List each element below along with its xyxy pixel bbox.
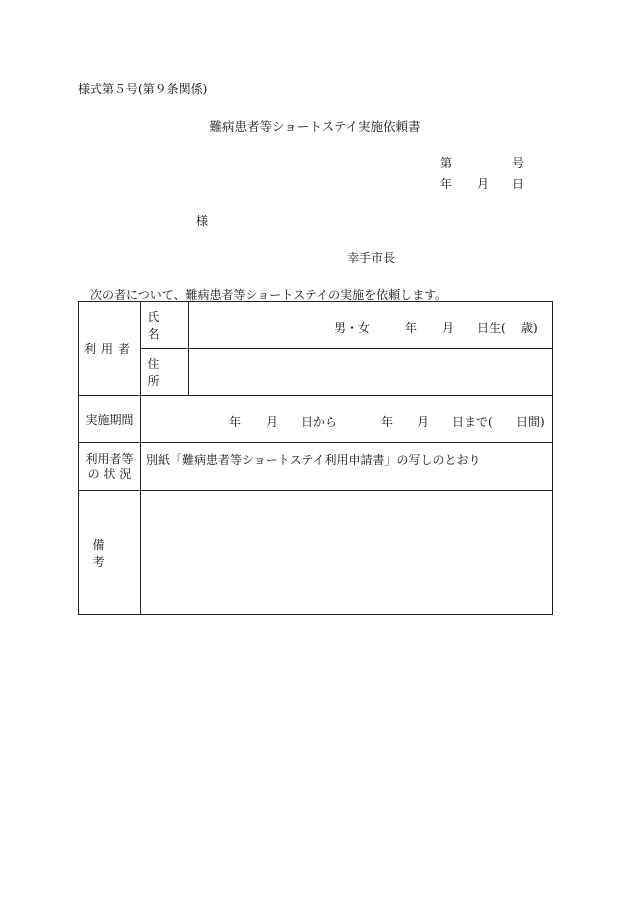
date-month-label: 月 — [477, 177, 490, 191]
request-form-table — [78, 301, 553, 615]
user-label: 利用者 — [83, 342, 135, 356]
address-row — [79, 349, 553, 396]
remarks-label: 備考 — [92, 537, 127, 569]
status-label-line2: の 状 況 — [87, 466, 132, 481]
period-row — [79, 396, 553, 443]
sender-name: 幸手市長 — [347, 251, 396, 265]
addressee-honorific: 様 — [196, 214, 209, 228]
address-label: 住所 — [147, 357, 182, 388]
age-label: 歳) — [521, 321, 538, 335]
address-field[interactable] — [189, 349, 553, 396]
status-field[interactable] — [141, 443, 553, 491]
period-start-year-label: 年 — [229, 415, 242, 429]
period-days-label: 日間) — [516, 415, 545, 429]
date-year-label: 年 — [440, 177, 453, 191]
period-end-month-label: 月 — [417, 415, 430, 429]
status-text: 別紙「難病患者等ショートステイ利用申請書」の写しのとおり — [146, 453, 481, 467]
period-label: 実施期間 — [85, 412, 134, 427]
status-row — [79, 443, 553, 491]
address-label-cell — [141, 349, 189, 396]
name-row — [79, 302, 553, 349]
period-field[interactable] — [141, 396, 553, 443]
remarks-header-cell — [79, 491, 141, 615]
period-header-cell — [79, 396, 141, 443]
birth-month-label: 月 — [442, 321, 455, 335]
name-label: 氏名 — [147, 310, 182, 341]
period-end-year-label: 年 — [381, 415, 394, 429]
remarks-field[interactable] — [141, 491, 553, 615]
name-field[interactable] — [189, 302, 553, 349]
remarks-row — [79, 491, 553, 615]
status-header-cell — [79, 443, 141, 491]
user-header-cell — [79, 302, 141, 396]
period-start-month-label: 月 — [266, 415, 279, 429]
name-label-cell — [141, 302, 189, 349]
date-day-label: 日 — [512, 177, 525, 191]
document-title: 難病患者等ショートステイ実施依頼書 — [209, 119, 421, 134]
birth-day-label: 日生( — [477, 321, 506, 335]
document-number-label: 第 — [440, 156, 453, 170]
status-label-line1: 利用者等 — [85, 451, 134, 466]
document-number-suffix: 号 — [512, 156, 525, 170]
period-start-day-label: 日から — [301, 415, 338, 429]
form-number-label: 様式第５号(第９条関係) — [78, 82, 208, 96]
intro-sentence: 次の者について、難病患者等ショートステイの実施を依頼します。 — [90, 288, 448, 302]
period-end-day-label: 日まで( — [452, 415, 493, 429]
gender-choice[interactable]: 男・女 — [334, 321, 371, 335]
birth-year-label: 年 — [405, 321, 418, 335]
